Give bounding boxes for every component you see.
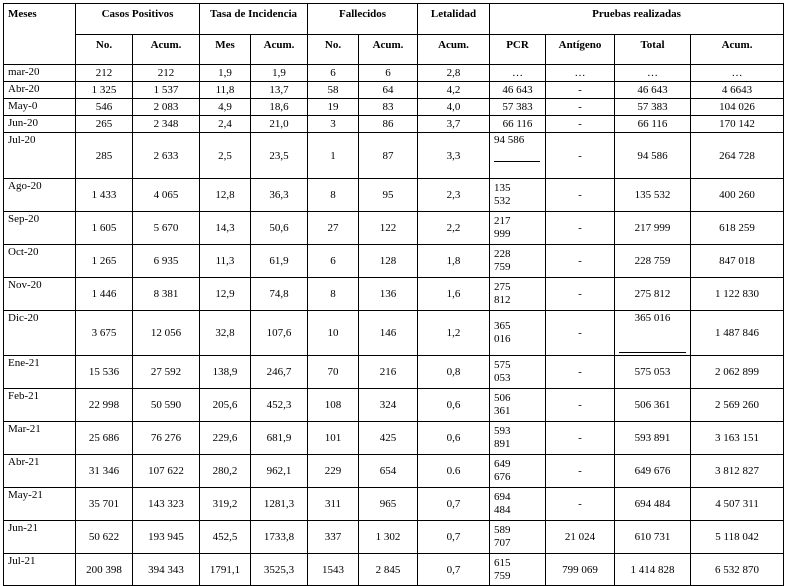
cell-tasa-mes: 14,3 [200,212,251,245]
cell-pruebas-acum: 3 163 151 [691,422,784,455]
cell-tasa-acum: 3525,3 [251,554,308,586]
cell-fall-acum: 324 [359,389,418,422]
cell-pcr: 649 676 [490,455,546,488]
cell-letalidad: 1,2 [418,311,490,356]
cell-casos-no: 1 433 [76,179,133,212]
header-pruebas-realizadas: Pruebas realizadas [490,4,784,35]
cell-total: … [615,65,691,82]
table-row [4,65,784,82]
cell-antigeno: - [546,116,615,133]
cell-casos-acum: 5 670 [133,212,200,245]
table-row [4,311,784,356]
cell-casos-acum: 6 935 [133,245,200,278]
cell-casos-no: 546 [76,99,133,116]
cell-casos-no: 1 265 [76,245,133,278]
subheader-pcr: PCR [490,34,546,65]
cell-mes: Dic-20 [4,311,76,356]
cell-letalidad: 2,3 [418,179,490,212]
cell-total: 575 053 [615,356,691,389]
cell-tasa-acum: 1,9 [251,65,308,82]
cell-casos-no: 1 325 [76,82,133,99]
cell-fall-no: 108 [308,389,359,422]
cell-mes: Ago-20 [4,179,76,212]
cell-mes: Abr-20 [4,82,76,99]
cell-pruebas-acum: … [691,65,784,82]
subheader-total: Total [615,34,691,65]
cell-tasa-acum: 23,5 [251,133,308,179]
table-row [4,521,784,554]
cell-pcr: 94 586 [490,133,546,179]
cell-total: 135 532 [615,179,691,212]
cell-tasa-mes: 11,3 [200,245,251,278]
cell-pcr: 66 116 [490,116,546,133]
cell-casos-no: 212 [76,65,133,82]
cell-antigeno: - [546,179,615,212]
cell-tasa-mes: 319,2 [200,488,251,521]
cell-fall-no: 229 [308,455,359,488]
cell-fall-acum: 654 [359,455,418,488]
table-row [4,356,784,389]
cell-pruebas-acum: 6 532 870 [691,554,784,586]
cell-pruebas-acum: 2 569 260 [691,389,784,422]
cell-total: 694 484 [615,488,691,521]
cell-pruebas-acum: 847 018 [691,245,784,278]
cell-casos-acum: 193 945 [133,521,200,554]
cell-casos-acum: 394 343 [133,554,200,586]
table-row [4,488,784,521]
cell-pcr: 217 999 [490,212,546,245]
cell-mes: Sep-20 [4,212,76,245]
cell-casos-acum: 50 590 [133,389,200,422]
cell-casos-acum: 27 592 [133,356,200,389]
cell-fall-acum: 64 [359,82,418,99]
cell-antigeno: - [546,245,615,278]
cell-letalidad: 0.6 [418,455,490,488]
subheader-fall-acum: Acum. [359,34,418,65]
cell-total: 57 383 [615,99,691,116]
cell-mes: Oct-20 [4,245,76,278]
cell-antigeno: - [546,389,615,422]
cell-antigeno: - [546,99,615,116]
cell-letalidad: 2,8 [418,65,490,82]
cell-total: 593 891 [615,422,691,455]
cell-fall-no: 10 [308,311,359,356]
cell-mes: May-21 [4,488,76,521]
cell-pcr: 275 812 [490,278,546,311]
table-row [4,245,784,278]
cell-fall-acum: 122 [359,212,418,245]
cell-fall-acum: 2 845 [359,554,418,586]
cell-fall-acum: 965 [359,488,418,521]
cell-pcr: 575 053 [490,356,546,389]
cell-mes: Jun-20 [4,116,76,133]
cell-casos-no: 50 622 [76,521,133,554]
cell-pruebas-acum: 170 142 [691,116,784,133]
cell-mes: Jun-21 [4,521,76,554]
cell-tasa-acum: 21,0 [251,116,308,133]
cell-tasa-mes: 205,6 [200,389,251,422]
subheader-casos-no: No. [76,34,133,65]
cell-tasa-acum: 1733,8 [251,521,308,554]
cell-letalidad: 0,8 [418,356,490,389]
cell-pruebas-acum: 4 6643 [691,82,784,99]
cell-mes: Nov-20 [4,278,76,311]
cell-pruebas-acum: 618 259 [691,212,784,245]
cell-total: 94 586 [615,133,691,179]
cell-casos-no: 25 686 [76,422,133,455]
cell-fall-no: 3 [308,116,359,133]
cell-fall-no: 6 [308,65,359,82]
cell-letalidad: 0,7 [418,521,490,554]
cell-fall-no: 1 [308,133,359,179]
cell-tasa-acum: 74,8 [251,278,308,311]
cell-total: 649 676 [615,455,691,488]
cell-tasa-acum: 452,3 [251,389,308,422]
cell-mes: Mar-21 [4,422,76,455]
subheader-pruebas-acum: Acum. [691,34,784,65]
cell-fall-acum: 95 [359,179,418,212]
cell-pcr: 135 532 [490,179,546,212]
subheader-fall-no: No. [308,34,359,65]
cell-casos-no: 265 [76,116,133,133]
cell-pcr: 593 891 [490,422,546,455]
cell-letalidad: 3,7 [418,116,490,133]
cell-casos-acum: 212 [133,65,200,82]
cell-casos-acum: 8 381 [133,278,200,311]
cell-tasa-acum: 50,6 [251,212,308,245]
cell-total: 506 361 [615,389,691,422]
cell-antigeno: - [546,82,615,99]
subheader-antigeno: Antígeno [546,34,615,65]
cell-pruebas-acum: 5 118 042 [691,521,784,554]
cell-fall-no: 27 [308,212,359,245]
subheader-letalidad-acum: Acum. [418,34,490,65]
cell-tasa-acum: 1281,3 [251,488,308,521]
cell-fall-no: 8 [308,179,359,212]
cell-casos-no: 22 998 [76,389,133,422]
cell-mes: Jul-21 [4,554,76,586]
cell-tasa-mes: 229,6 [200,422,251,455]
cell-antigeno: - [546,133,615,179]
cell-antigeno: - [546,212,615,245]
cell-total: 46 643 [615,82,691,99]
cell-pcr: 615 759 [490,554,546,586]
cell-pcr: 57 383 [490,99,546,116]
cell-casos-acum: 143 323 [133,488,200,521]
cell-antigeno: - [546,278,615,311]
cell-letalidad: 0,7 [418,554,490,586]
cell-tasa-acum: 13,7 [251,82,308,99]
cell-casos-acum: 107 622 [133,455,200,488]
table-row [4,133,784,179]
cell-tasa-mes: 138,9 [200,356,251,389]
cell-casos-no: 15 536 [76,356,133,389]
cell-fall-no: 6 [308,245,359,278]
table-row [4,212,784,245]
cell-fall-acum: 86 [359,116,418,133]
cell-antigeno: - [546,311,615,356]
cell-pruebas-acum: 2 062 899 [691,356,784,389]
cell-pruebas-acum: 4 507 311 [691,488,784,521]
header-meses: Meses [4,4,76,65]
cell-casos-no: 1 605 [76,212,133,245]
cell-antigeno: - [546,356,615,389]
cell-tasa-mes: 2,4 [200,116,251,133]
cell-casos-no: 200 398 [76,554,133,586]
cell-casos-acum: 2 633 [133,133,200,179]
cell-tasa-mes: 1,9 [200,65,251,82]
cell-pcr: 694 484 [490,488,546,521]
cell-pruebas-acum: 1 122 830 [691,278,784,311]
table-row [4,82,784,99]
cell-antigeno: - [546,488,615,521]
cell-letalidad: 2,2 [418,212,490,245]
cell-mes: May-0 [4,99,76,116]
cell-letalidad: 4,2 [418,82,490,99]
cell-total: 66 116 [615,116,691,133]
cell-casos-no: 3 675 [76,311,133,356]
cell-tasa-mes: 11,8 [200,82,251,99]
cell-pcr: 506 361 [490,389,546,422]
header-tasa-incidencia: Tasa de Incidencia [200,4,308,35]
cell-casos-acum: 76 276 [133,422,200,455]
cell-pcr: 589 707 [490,521,546,554]
cell-tasa-acum: 36,3 [251,179,308,212]
cell-pcr: 46 643 [490,82,546,99]
cell-antigeno: 21 024 [546,521,615,554]
cell-tasa-acum: 61,9 [251,245,308,278]
cell-casos-acum: 4 065 [133,179,200,212]
cell-tasa-mes: 12,9 [200,278,251,311]
cell-tasa-acum: 107,6 [251,311,308,356]
cell-casos-no: 35 701 [76,488,133,521]
cell-fall-acum: 425 [359,422,418,455]
cell-total: 610 731 [615,521,691,554]
cell-total: 365 016 [615,311,691,356]
header-fallecidos: Fallecidos [308,4,418,35]
cell-antigeno: - [546,422,615,455]
cell-letalidad: 4,0 [418,99,490,116]
cell-antigeno: 799 069 [546,554,615,586]
cell-pcr: 228 759 [490,245,546,278]
cell-tasa-acum: 18,6 [251,99,308,116]
subheader-tasa-mes: Mes [200,34,251,65]
cell-fall-acum: 136 [359,278,418,311]
cell-pruebas-acum: 1 487 846 [691,311,784,356]
header-letalidad: Letalidad [418,4,490,35]
cell-letalidad: 0,7 [418,488,490,521]
cell-mes: mar-20 [4,65,76,82]
cell-fall-acum: 1 302 [359,521,418,554]
cell-casos-acum: 1 537 [133,82,200,99]
cell-pruebas-acum: 104 026 [691,99,784,116]
table-row [4,179,784,212]
cell-fall-acum: 146 [359,311,418,356]
cell-tasa-mes: 4,9 [200,99,251,116]
cell-pruebas-acum: 3 812 827 [691,455,784,488]
cell-fall-no: 1543 [308,554,359,586]
cell-fall-acum: 83 [359,99,418,116]
cell-casos-acum: 2 348 [133,116,200,133]
cell-fall-no: 58 [308,82,359,99]
covid-statistics-table [3,3,784,586]
cell-total: 228 759 [615,245,691,278]
cell-tasa-acum: 246,7 [251,356,308,389]
cell-tasa-mes: 1791,1 [200,554,251,586]
table-row [4,422,784,455]
cell-casos-no: 1 446 [76,278,133,311]
cell-tasa-acum: 681,9 [251,422,308,455]
cell-fall-no: 19 [308,99,359,116]
cell-fall-no: 311 [308,488,359,521]
subheader-casos-acum: Acum. [133,34,200,65]
cell-total: 1 414 828 [615,554,691,586]
cell-letalidad: 1,8 [418,245,490,278]
cell-tasa-mes: 32,8 [200,311,251,356]
cell-antigeno: - [546,455,615,488]
cell-fall-acum: 87 [359,133,418,179]
subheader-tasa-acum: Acum. [251,34,308,65]
cell-fall-acum: 128 [359,245,418,278]
cell-tasa-mes: 12,8 [200,179,251,212]
cell-pcr: 365 016 [490,311,546,356]
cell-casos-acum: 12 056 [133,311,200,356]
cell-mes: Abr-21 [4,455,76,488]
cell-fall-no: 70 [308,356,359,389]
table-row [4,99,784,116]
cell-casos-no: 31 346 [76,455,133,488]
cell-casos-acum: 2 083 [133,99,200,116]
cell-fall-no: 101 [308,422,359,455]
cell-tasa-acum: 962,1 [251,455,308,488]
cell-fall-no: 8 [308,278,359,311]
table-row [4,455,784,488]
cell-fall-acum: 216 [359,356,418,389]
cell-pruebas-acum: 264 728 [691,133,784,179]
cell-pcr: … [490,65,546,82]
cell-tasa-mes: 452,5 [200,521,251,554]
cell-mes: Feb-21 [4,389,76,422]
cell-total: 217 999 [615,212,691,245]
table-row [4,116,784,133]
table-row [4,554,784,586]
cell-letalidad: 3,3 [418,133,490,179]
cell-fall-acum: 6 [359,65,418,82]
cell-fall-no: 337 [308,521,359,554]
cell-mes: Ene-21 [4,356,76,389]
table-row [4,278,784,311]
cell-tasa-mes: 280,2 [200,455,251,488]
cell-total: 275 812 [615,278,691,311]
cell-casos-no: 285 [76,133,133,179]
cell-tasa-mes: 2,5 [200,133,251,179]
cell-mes: Jul-20 [4,133,76,179]
cell-pruebas-acum: 400 260 [691,179,784,212]
cell-letalidad: 0,6 [418,422,490,455]
header-casos-positivos: Casos Positivos [76,4,200,35]
cell-letalidad: 0,6 [418,389,490,422]
cell-letalidad: 1,6 [418,278,490,311]
table-row [4,389,784,422]
cell-antigeno: … [546,65,615,82]
